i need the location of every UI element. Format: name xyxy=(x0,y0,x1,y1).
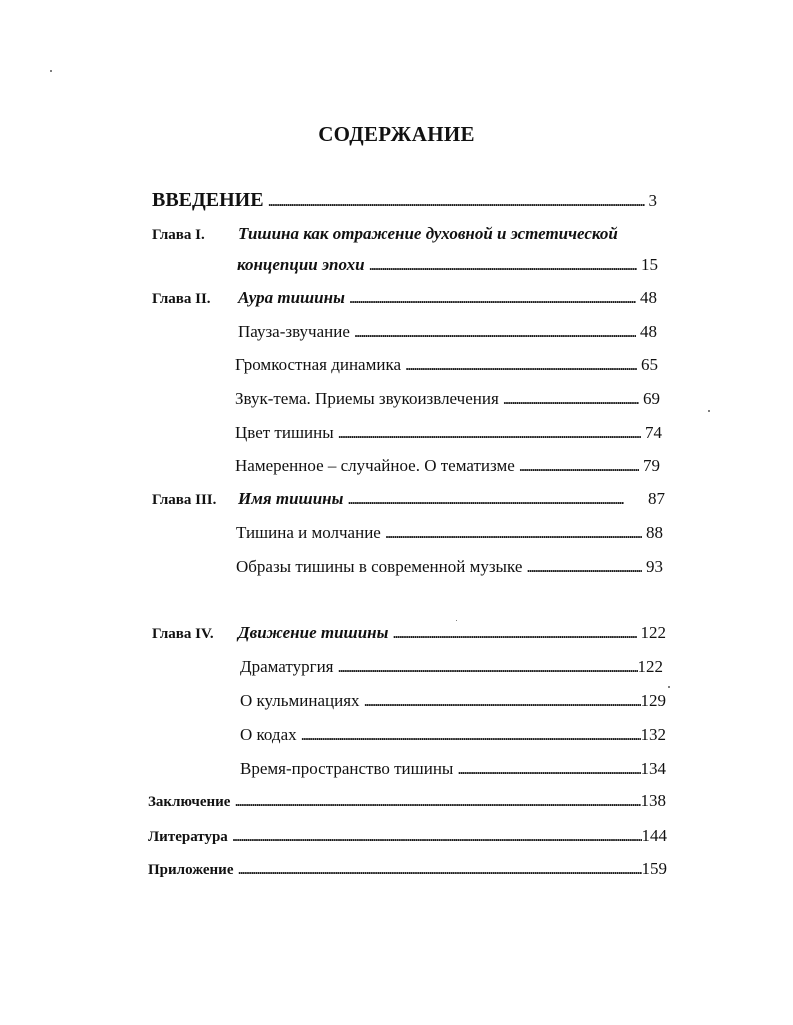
toc-label: Приложение xyxy=(148,862,234,878)
toc-page-number: 3 xyxy=(648,191,657,210)
toc-page-number: 69 xyxy=(643,389,660,408)
dot-leader xyxy=(337,654,637,680)
chapter-title: Движение тишины xyxy=(238,623,389,642)
toc-entry-section xyxy=(235,453,660,479)
toc-page-number: 159 xyxy=(641,859,667,878)
chapter-number: Глава II. xyxy=(152,291,211,307)
chapter-number: Глава I. xyxy=(152,227,205,243)
toc-entry-section xyxy=(238,319,657,345)
toc-label: Намеренное – случайное. О тематизме xyxy=(235,456,515,475)
dot-leader xyxy=(503,386,639,412)
toc-label: О кульминациях xyxy=(240,691,360,710)
toc-page-number: 122 xyxy=(637,657,663,676)
dot-leader xyxy=(369,252,637,278)
dot-leader xyxy=(364,688,641,714)
dot-leader xyxy=(338,420,641,446)
toc-label: ВВЕДЕНИЕ xyxy=(152,189,264,211)
toc-page-number: 65 xyxy=(641,355,658,374)
toc-entry-section xyxy=(235,352,658,378)
scan-speck xyxy=(50,70,52,72)
toc-page-number: 48 xyxy=(640,322,657,341)
dot-leader xyxy=(301,722,641,748)
toc-page-number: 74 xyxy=(645,423,662,442)
toc-page-number: 88 xyxy=(646,523,663,542)
page-title: СОДЕРЖАНИЕ xyxy=(318,122,475,146)
dot-leader xyxy=(405,352,637,378)
toc-page-number: 129 xyxy=(640,691,666,710)
toc-entry-section xyxy=(240,756,666,782)
toc-page-number: 132 xyxy=(640,725,666,744)
chapter-title: Тишина как отражение духовной и эстетической xyxy=(238,224,618,243)
toc-entry-literature xyxy=(148,823,667,849)
dot-leader xyxy=(237,856,641,882)
dot-leader xyxy=(234,788,640,814)
toc-page-number: 48 xyxy=(640,288,657,307)
chapter-title: Имя тишины xyxy=(238,489,344,508)
toc-entry-chapter-3 xyxy=(152,486,665,512)
toc-entry-section xyxy=(240,654,663,680)
toc-page-number: 93 xyxy=(646,557,663,576)
toc-entry-chapter-4 xyxy=(152,620,666,646)
dot-leader xyxy=(457,756,640,782)
toc-page-number: 138 xyxy=(640,791,666,810)
toc-entry-chapter-1-continued xyxy=(237,252,658,278)
toc-label: Образы тишины в современной музыке xyxy=(236,557,523,576)
scan-speck xyxy=(708,410,710,412)
toc-entry-section xyxy=(235,420,662,446)
toc-label: Громкостная динамика xyxy=(235,355,401,374)
toc-entry-chapter-2 xyxy=(152,285,657,311)
toc-page-number: 122 xyxy=(640,623,666,642)
toc-entry-section xyxy=(236,520,663,546)
toc-entry-appendix xyxy=(148,856,667,882)
dot-leader xyxy=(392,620,636,646)
chapter-number: Глава IV. xyxy=(152,626,214,642)
toc-label: Литература xyxy=(148,829,228,845)
toc-label: Драматургия xyxy=(240,657,334,676)
dot-leader xyxy=(519,453,639,479)
scan-speck xyxy=(456,620,457,621)
chapter-title: Аура тишины xyxy=(238,288,345,307)
dot-leader xyxy=(385,520,642,546)
chapter-number: Глава III. xyxy=(152,492,217,508)
scan-speck xyxy=(668,686,670,688)
toc-entry-conclusion xyxy=(148,788,666,814)
dot-leader xyxy=(354,319,636,345)
toc-page-number: 87 xyxy=(648,489,665,508)
toc-label: Цвет тишины xyxy=(235,423,334,442)
toc-label: Время-пространство тишины xyxy=(240,759,454,778)
dot-leader xyxy=(232,823,642,849)
toc-page-number: 134 xyxy=(640,759,666,778)
toc-page-number: 144 xyxy=(641,826,667,845)
toc-label: Звук-тема. Приемы звукоизвлечения xyxy=(235,389,499,408)
dot-leader xyxy=(268,188,645,214)
toc-page-number: 79 xyxy=(643,456,660,475)
dot-leader xyxy=(347,486,624,512)
toc-label: Пауза-звучание xyxy=(238,322,350,341)
toc-label: Тишина и молчание xyxy=(236,523,381,542)
toc-entry-section xyxy=(240,722,666,748)
toc-page-number: 15 xyxy=(641,255,658,274)
toc-label: О кодах xyxy=(240,725,297,744)
toc-entry-intro xyxy=(152,187,657,213)
dot-leader xyxy=(349,285,636,311)
toc-entry-section xyxy=(236,554,663,580)
dot-leader xyxy=(526,554,642,580)
toc-entry-section xyxy=(235,386,660,412)
toc-label: Заключение xyxy=(148,794,231,810)
toc-entry-section xyxy=(240,688,666,714)
chapter-title-continued: концепции эпохи xyxy=(237,255,365,274)
toc-entry-chapter-1 xyxy=(152,221,652,247)
